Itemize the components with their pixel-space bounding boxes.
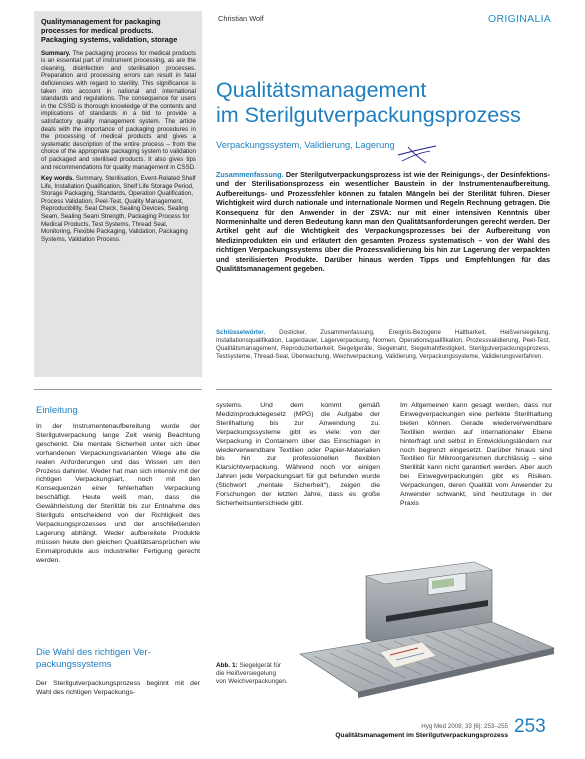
summary-de-text: Der Sterilgutverpackungsprozess ist wie der Reinigungs-, der Desinfektions- und der Sterilisationsprozess ein wesentlicher Baustein in der Instrumentenaufbereitung. Aufbereitungs- und Prozessfehler können zu fatalen Mängeln bei der Sterilität führen. Dieser Wichtigkeit wird durch nationale und internationale Normen und Regeln Rechnung getragen. Die Konsequenz für den Anwender in der ZSVA: nur mit einer intensiven Kenntnis über Normeninhalte und deren Bedeutung kann man den Qualitätsanforderungen gerecht werden. Der Artikel geht auf die Wichtigkeit des Verpackungsprozesses bei der Aufbereitung von Medizinprodukten ein und erläutert den gesamten Prozess systematisch – von der Wahl des richtigen Verpackungssystems über die Prozessvalidierung bis hin zur Lagerung der verpackten und sterilisierten Produkte. Darüber hinaus werden Tipps und Empfehlungen für das Qualitätsmanagement gegeben. bbox=[216, 170, 550, 274]
abstract-keywords-label: Key words. bbox=[41, 175, 75, 183]
figure-caption bbox=[216, 662, 288, 685]
article-title bbox=[216, 78, 556, 128]
page-number: 253 bbox=[514, 716, 546, 737]
keywords-de-text: Dosticker, Zusammenfassung, Ereignis-Bezogene Haltbarkeit, Heißversiegelung, Installationsqualifikation, Lagerdauer, Lagerverpackung, Normen, Operationsqualifikation, Prozessvalidierung, Peel-Test, Qualitätsmanagement, Reproduzierbarkeit, Siegelgeräte, Siegelnaht, Siegelnahtfestigkeit, Sterilgutverpackungsprozess, Testsysteme, Thread-Seal, Überwachung, Weichverpackung, Validierung, Verpackungssysteme, Validierungsverfahren. bbox=[216, 329, 550, 360]
article-title-line: Qualitätsmanagement bbox=[216, 78, 427, 102]
figure-caption-label: Abb. 1: bbox=[216, 662, 238, 669]
divider-left bbox=[34, 389, 202, 390]
summary-de-label: Zusammenfassung. bbox=[216, 170, 284, 179]
abstract-keywords-en bbox=[41, 175, 196, 243]
abstract-title-en bbox=[41, 17, 196, 45]
column2-paragraph: systems. Und dem kommt gemäß Medizinproduktegesetz (MPG) die Aufgabe der Sterilhaltung bis zur Anwendung zu. Verpackungssysteme gibt es viele: von der Verpackung in Containern über das Einschlagen in wiederverwendbare Textilien oder Papier-Materialien bis hin zur professionellen flexiblen Klarsichtverpackung. Während noch vor einigen Jahren jede Verpackungsart für gut befunden wurde (Stichwort „mentale Sicherheit“), zeigen die Forschungen der letzten Jahre, dass es große Sicherheitsunterschiede gibt. bbox=[216, 402, 380, 507]
figure-caption-text: Siegelgerät für die Heißversiegelung von Weichverpackungen. bbox=[216, 662, 288, 685]
abstract-keywords-text: Summary, Sterilisation, Event-Related Shelf Life, Installation Qualification, Shelf Life Storage Period, Storage Packaging, Standards, Operation Qualification, Process Validation, Peel-Test, Quality Management, Reproducibility, Seal Check, Sealing Devices, Sealing Seam, Sealing Seam Strength, Packaging Process for Medical Products, Test Systems, Thread Seal, Monitoring, Flexible Packaging, Validation, Packaging Systems, Validation Process. bbox=[41, 175, 196, 243]
figure-sealing-device bbox=[296, 556, 558, 702]
packaging-choice-paragraph: Der Sterilgutverpackungsprozess beginnt mit der Wahl des richtigen Verpackungs- bbox=[36, 680, 200, 696]
keywords-de bbox=[216, 329, 550, 361]
abstract-title-line: processes for medical products. bbox=[41, 26, 154, 36]
footer-running-title: Qualitätsmanagement im Sterilgutverpackungsprozess bbox=[335, 732, 508, 739]
divider-right bbox=[216, 389, 552, 390]
intro-paragraph: In der Instrumentenaufbereitung wurde der Sterilgutverpackung lange Zeit wenig Beachtung geschenkt. Die mentale Sicherheit unter sich über vorhandenen Verpackungsvarianten Wiege alle die realen Anforderungen und das Wissen um den Prozess dahinter. Weder hat man sich intensiv mit der richtigen Verpackungsart, noch mit den Konsequenzen einer fehlerhaften Verpackung beschäftigt. Heute weiß man, dass die Gewährleistung der Sterilität bis zur Entnahme des Sterilguts entscheidend von der Richtigkeit des Verpackungsprozesses und der anschließenden Lagerung abhängt. Weder aufbereitete Produkte müssen heute den gleichen Qualitätsansprüchen wie Einmalprodukte aus industrieller Fertigung gerecht werden. bbox=[36, 423, 200, 564]
heading-line: Die Wahl des richtigen Ver- bbox=[36, 647, 151, 658]
abstract-summary-text: The packaging process for medical products is an essential part of instrument processing, as are the cleaning, disinfection and sterilisation processes. Preparation and processing errors can result in fatal deficiencies with regard to sterility. This significance is taken into account in national and international standards and regulations. The consequence for users in the CSSD is thorough knowledge of the contents and implications of standards in a bid to provide a satisfactory quality management system. The article deals with the importance of packaging procedures in the processing of medical products and gives a systematic description of the entire process – from the choice of the appropriate packaging system to validation of packaged and sterilised products. It also gives tips and recommendations for quality management in CSSD. bbox=[41, 49, 197, 171]
section-tag: ORIGINALIA bbox=[488, 13, 552, 25]
keywords-de-label: Schlüsselwörter. bbox=[216, 329, 266, 336]
heading-packaging-choice bbox=[36, 647, 202, 670]
footer-citation: Hyg Med 2008; 33 [6]: 253–255 bbox=[421, 723, 508, 730]
article-subtitle: Verpackungssystem, Validierung, Lagerung bbox=[216, 140, 395, 150]
abstract-title-line: Packaging systems, validation, storage bbox=[41, 35, 178, 45]
heading-introduction: Einleitung bbox=[36, 405, 78, 416]
pen-mark-icon bbox=[396, 143, 438, 165]
heading-line: packungssystems bbox=[36, 658, 112, 670]
column3-paragraph: Im Allgemeinen kann gesagt werden, dass nur Einwegverpackungen eine perfekte Sterilhaltung bieten können. Gerade wiederverwendbare Textilien werden auf internationaler Ebene hinterfragt und selbst in Entwicklungsländern nur noch begrenzt eingesetzt. Darüber hinaus sind Textilien für Mikroorganismen durchlässig – eine Sterilität kann nicht garantiert werden. Aber auch bei Einwegverpackungen gibt es Risiken. Verpackungen, deren Qualität vom Anwender zu Anwender schwankt, sind heutzutage in der Praxis bbox=[400, 402, 552, 507]
abstract-summary-label: Summary. bbox=[41, 49, 71, 57]
article-title-line: im Sterilgutverpackungsprozess bbox=[216, 103, 521, 127]
summary-de bbox=[216, 170, 550, 273]
author-name: Christian Wolf bbox=[218, 14, 264, 23]
abstract-summary-en bbox=[41, 50, 196, 172]
abstract-title-line: Qualitymanagement for packaging bbox=[41, 17, 161, 26]
abstract-box-en bbox=[34, 11, 202, 377]
